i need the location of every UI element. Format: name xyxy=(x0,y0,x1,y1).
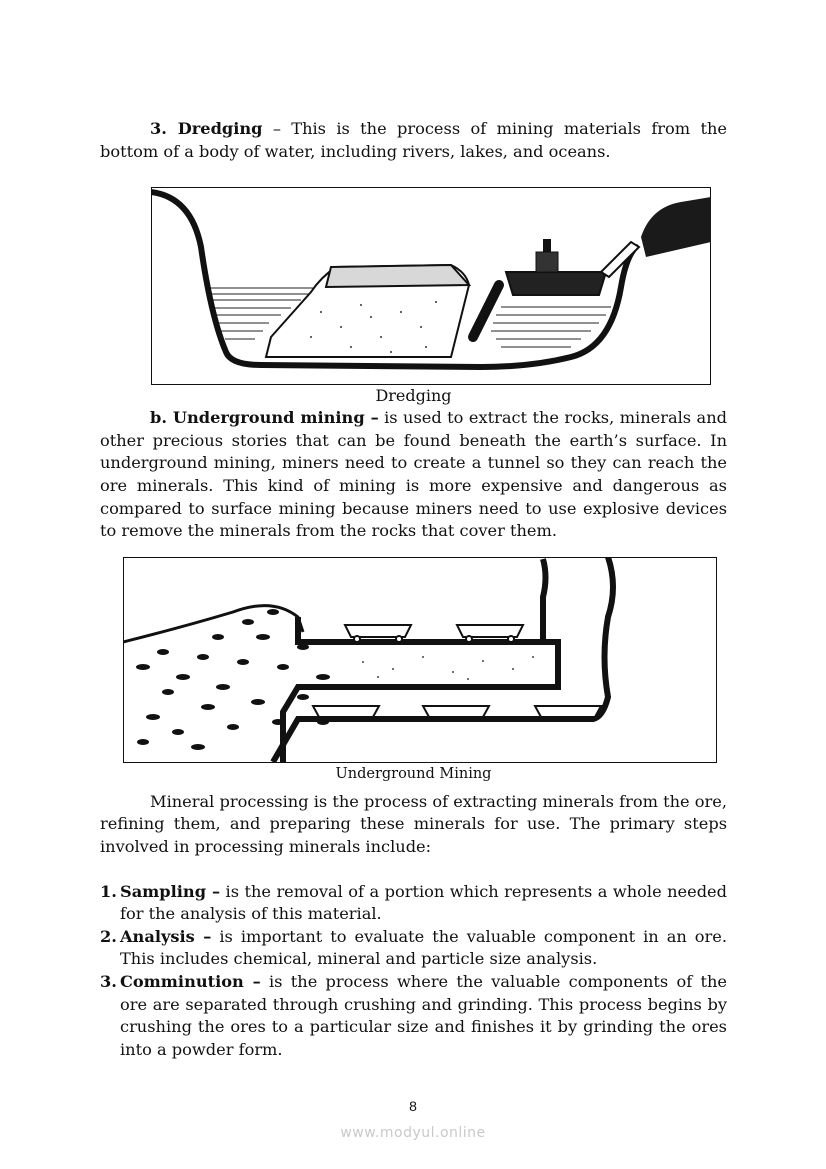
water-lines-right xyxy=(491,307,611,347)
page-number: 8 xyxy=(409,1098,417,1114)
dredging-paragraph xyxy=(100,118,727,163)
underground-illustration xyxy=(123,557,717,763)
step-number: 1. xyxy=(100,881,117,901)
processing-paragraph: Mineral processing is the process of extracting minerals from the ore, refining them, and preparing these minerals for use. The primary steps involved in processing minerals include: xyxy=(100,791,727,856)
dredging-figure xyxy=(151,187,711,385)
step-number: 2. xyxy=(100,926,117,946)
ore-dots xyxy=(362,656,534,680)
underground-caption: Underground Mining xyxy=(335,765,492,782)
watermark: www.modyul.online xyxy=(340,1125,486,1141)
page-content xyxy=(100,118,727,1061)
step-text: is the process where the valuable components of the ore are separated through crushing and grinding. This process begins by crushing the ores to a particular size and finishes it by grinding the ores into a powder form. xyxy=(120,971,728,1059)
dredging-term: 3. Dredging xyxy=(150,119,263,138)
step-number: 3. xyxy=(100,971,117,991)
underground-term: b. Underground mining – xyxy=(150,408,379,428)
underground-paragraph xyxy=(100,407,727,543)
dredging-text: – This is the process of mining materials from the bottom of a body of water, including rivers, lakes, and oceans. xyxy=(100,119,727,161)
underground-figure xyxy=(123,557,717,763)
step-text: is important to evaluate the valuable component in an ore. This includes chemical, mineral and particle size analysis. xyxy=(120,926,728,969)
list-item xyxy=(100,926,727,971)
underground-text: is used to extract the rocks, minerals and other precious stories that can be found beneath the earth’s surface. In underground mining, miners need to create a tunnel so they can reach the ore minerals. This kind of mining is more expensive and dangerous as compared to surface mining because miners need to use explosive devices to remove the minerals from the rocks that cover them. xyxy=(100,408,727,541)
step-term: Sampling – xyxy=(120,881,221,901)
list-item xyxy=(100,881,727,926)
step-text: is the removal of a portion which represents a whole needed for the analysis of this material. xyxy=(120,881,727,924)
step-term: Comminution – xyxy=(120,971,261,991)
step-term: Analysis – xyxy=(120,926,212,946)
mine-carts-lower xyxy=(313,706,601,717)
list-item xyxy=(100,971,727,1061)
processing-steps-list xyxy=(100,881,727,1062)
dredging-illustration xyxy=(151,187,711,385)
dredging-caption: Dredging xyxy=(375,386,452,406)
